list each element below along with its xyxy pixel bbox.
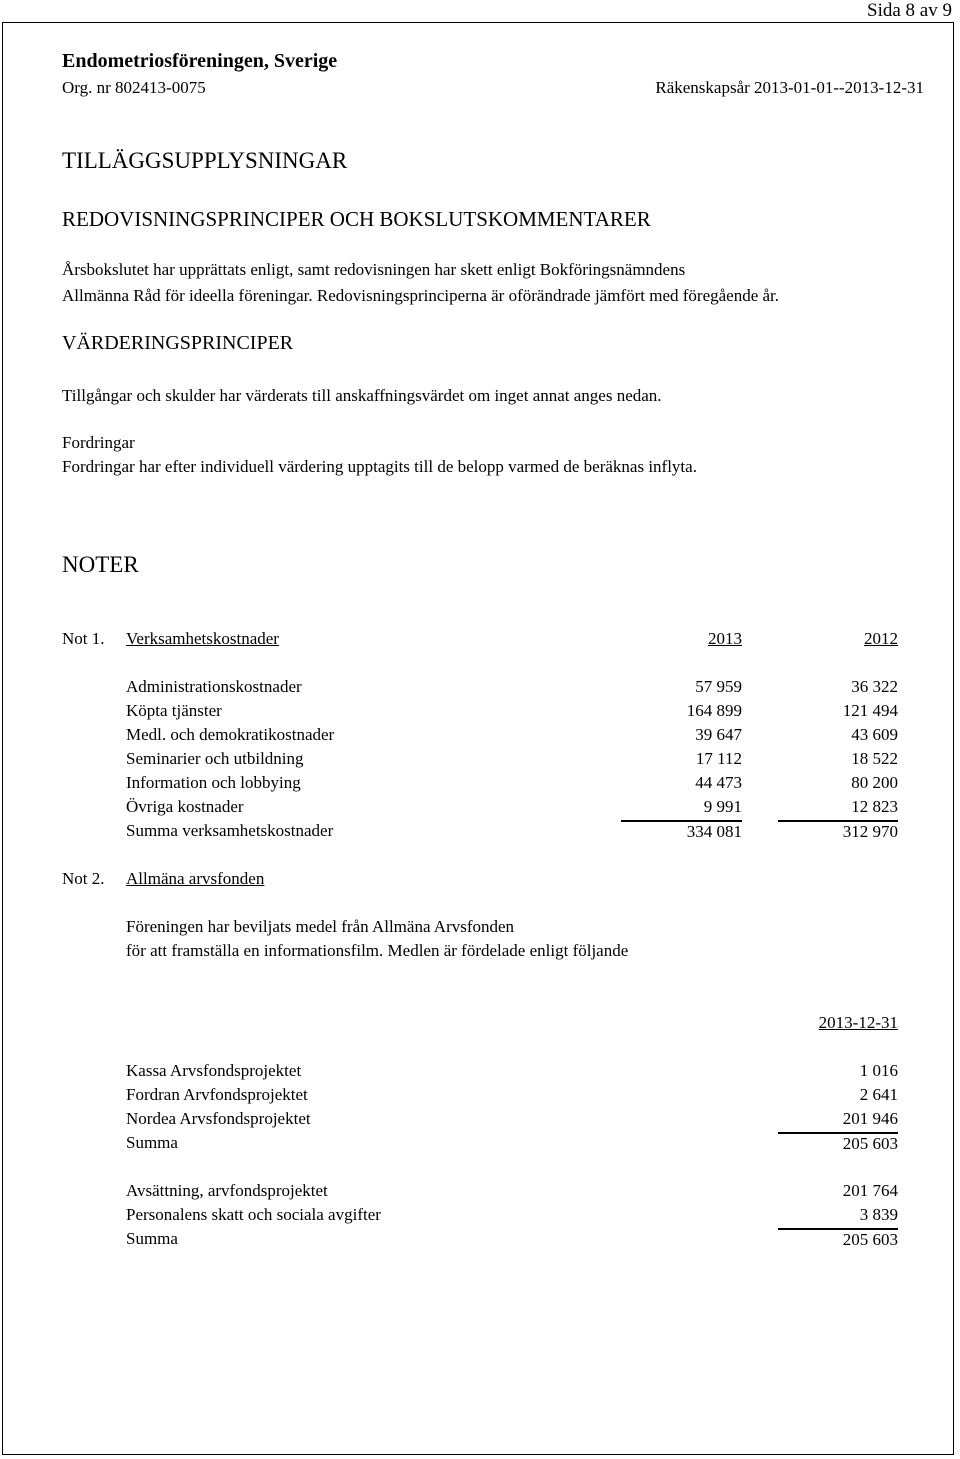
note2-title: Allmäna arvsfonden — [126, 869, 265, 888]
total-label: Summa verksamhetskostnader — [126, 821, 334, 840]
row-label: Seminarier och utbildning — [126, 749, 304, 768]
row-value-2013: 39 647 — [695, 725, 742, 744]
heading-additional-info: TILLÄGGSUPPLYSNINGAR — [62, 148, 348, 173]
note1-header-row — [62, 627, 898, 651]
table-row — [126, 1059, 898, 1083]
total-label: Summa — [126, 1133, 178, 1152]
table-row — [126, 1083, 898, 1107]
organization-number: Org. nr 802413-0075 — [62, 78, 206, 97]
table-row — [62, 771, 898, 795]
receivables-title: Fordringar — [62, 433, 135, 452]
row-value: 3 839 — [859, 1205, 898, 1224]
fiscal-year: Räkenskapsår 2013-01-01--2013-12-31 — [655, 78, 924, 97]
principles-text-line-2: Allmänna Råd för ideella föreningar. Redovisningsprinciperna är oförändrade jämfört med föregående år. — [62, 286, 780, 305]
valuation-text: Tillgångar och skulder har värderats till anskaffningsvärdet om inget annat anges nedan. — [62, 386, 662, 405]
row-label: Köpta tjänster — [126, 701, 222, 720]
row-value: 201 946 — [842, 1109, 898, 1128]
row-label: Personalens skatt och sociala avgifter — [126, 1205, 381, 1224]
total-value: 205 603 — [778, 1228, 898, 1250]
total-row — [62, 819, 898, 843]
total-row — [126, 1227, 898, 1251]
row-value-2013: 164 899 — [686, 701, 742, 720]
note2-table — [126, 1011, 898, 1251]
total-value-2012: 312 970 — [778, 820, 898, 842]
table-row — [62, 723, 898, 747]
heading-valuation-principles: VÄRDERINGSPRINCIPER — [62, 332, 294, 354]
page-number: Sida 8 av 9 — [867, 0, 952, 21]
row-value-2012: 43 609 — [851, 725, 898, 744]
note2-text-line-1: Föreningen har beviljats medel från Allmäna Arvsfonden — [126, 917, 515, 936]
total-value: 205 603 — [778, 1132, 898, 1154]
row-value: 201 764 — [842, 1181, 898, 1200]
row-label: Medl. och demokratikostnader — [126, 725, 335, 744]
row-value-2013: 44 473 — [695, 773, 742, 792]
note2-text-line-2: för att framställa en informationsfilm. Medlen är fördelade enligt följande — [126, 941, 629, 960]
table-row — [62, 699, 898, 723]
row-value-2012: 80 200 — [851, 773, 898, 792]
row-label: Kassa Arvsfondsprojektet — [126, 1061, 302, 1080]
total-label: Summa — [126, 1229, 178, 1248]
table-row — [62, 795, 898, 819]
note1-col-2012: 2012 — [864, 629, 898, 648]
note2-col-date: 2013-12-31 — [818, 1013, 898, 1032]
table-row — [126, 1107, 898, 1131]
receivables-text: Fordringar har efter individuell värdering upptagits till de belopp varmed de beräknas inflyta. — [62, 457, 697, 476]
note2-label: Not 2. — [62, 869, 105, 888]
table-row — [62, 747, 898, 771]
heading-notes: NOTER — [62, 552, 139, 577]
row-label: Övriga kostnader — [126, 797, 244, 816]
note1-label: Not 1. — [62, 629, 105, 648]
row-value-2012: 12 823 — [851, 797, 898, 816]
organization-name: Endometriosföreningen, Sverige — [62, 50, 338, 72]
table-row — [126, 1179, 898, 1203]
row-value-2013: 57 959 — [695, 677, 742, 696]
row-value: 2 641 — [859, 1085, 898, 1104]
table-row — [62, 675, 898, 699]
row-label: Information och lobbying — [126, 773, 301, 792]
table-row — [126, 1203, 898, 1227]
row-value-2013: 9 991 — [703, 797, 742, 816]
total-value-2013: 334 081 — [621, 820, 742, 842]
row-label: Fordran Arvfondsprojektet — [126, 1085, 308, 1104]
heading-accounting-principles: REDOVISNINGSPRINCIPER OCH BOKSLUTSKOMMENTARER — [62, 207, 651, 231]
note1-title: Verksamhetskostnader — [126, 629, 279, 648]
row-value-2013: 17 112 — [695, 749, 742, 768]
row-value-2012: 18 522 — [851, 749, 898, 768]
row-label: Avsättning, arvfondsprojektet — [126, 1181, 328, 1200]
row-label: Nordea Arvsfondsprojektet — [126, 1109, 311, 1128]
row-label: Administrationskostnader — [126, 677, 302, 696]
row-value-2012: 36 322 — [851, 677, 898, 696]
row-value-2012: 121 494 — [842, 701, 898, 720]
row-value: 1 016 — [859, 1061, 898, 1080]
note1-table — [62, 627, 898, 843]
note1-col-2013: 2013 — [708, 629, 742, 648]
total-row — [126, 1131, 898, 1155]
note2-header-table — [62, 867, 898, 891]
principles-text-line-1: Årsbokslutet har upprättats enligt, samt redovisningen har skett enligt Bokföringsnämndens — [62, 260, 686, 279]
